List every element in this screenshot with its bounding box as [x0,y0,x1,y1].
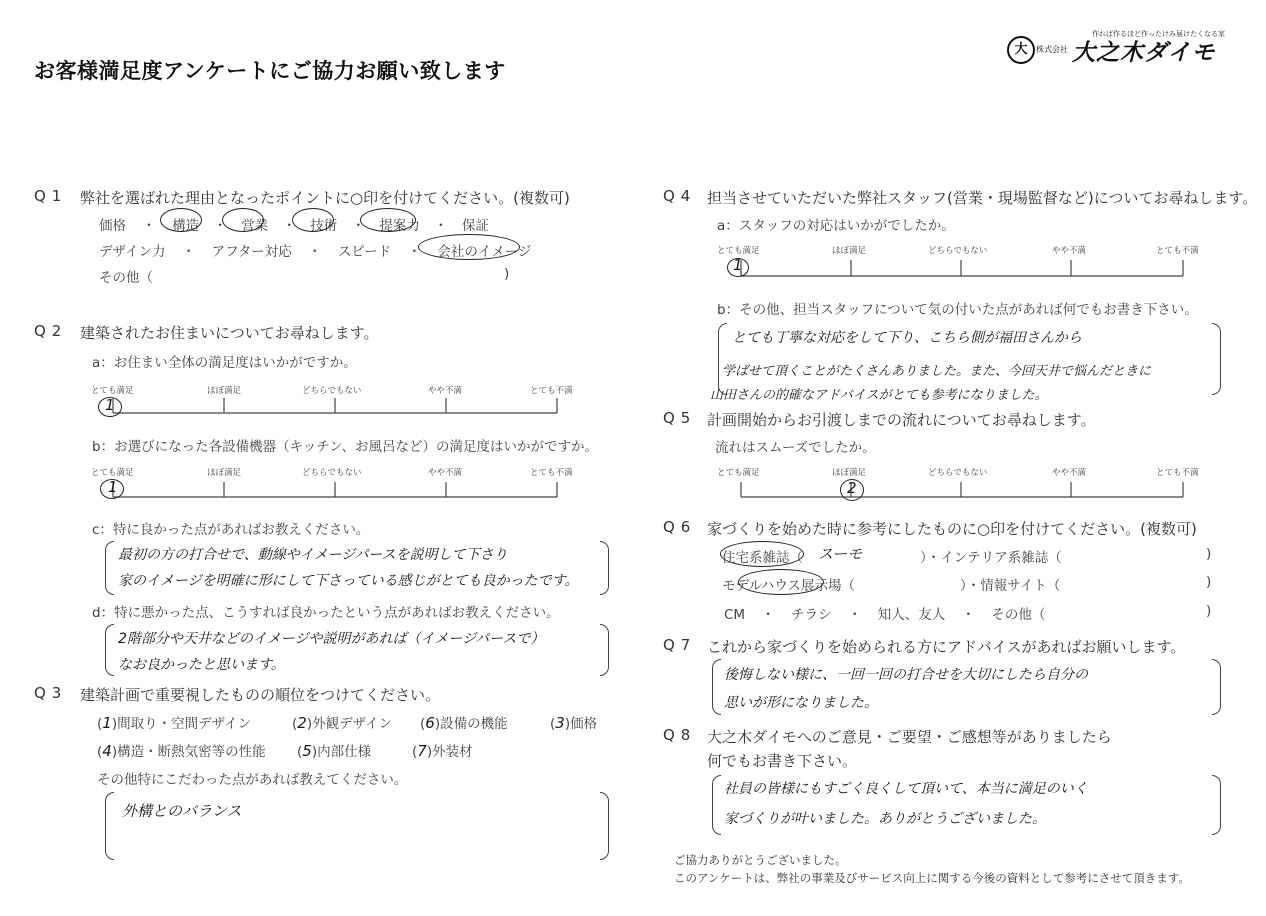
q6-housing-mag-answer: スーモ [818,545,863,563]
q6-row3: CM ・ チラシ ・ 知人、友人 ・ その他（ [724,607,1046,623]
q1-other-close: ) [504,266,510,282]
q3-bracket-right [600,792,609,860]
q3-item-price: (3)価格 [550,714,598,732]
q1-opt-aftercare[interactable]: アフター対応 [211,244,292,260]
q7-question: これから家づくりを始められる方にアドバイスがあればお願いします。 [707,638,1186,656]
q1-opt-sales[interactable]: 営業 [241,218,269,234]
q7-answer-2: 思いが形になりました。 [724,695,878,711]
q6-circle-model-house [738,569,824,595]
q6-close-1: ) [1206,546,1212,562]
q3-other-question: その他特にこだわった点があれば教えてください。 [97,772,408,788]
q2a-mark: 1 [105,396,115,414]
q6-info-site[interactable]: ）・情報サイト（ [960,578,1061,594]
q1-opt-warranty[interactable]: 保証 [461,218,489,234]
q3-item-cladding: (7)外装材 [412,742,473,760]
q6-opt-friends[interactable]: 知人、友人 [877,607,946,623]
q8-answer-2: 家づくりが叶いました。ありがとうございました。 [724,811,1046,827]
q1-opt-technology[interactable]: 技術 [310,218,338,234]
q4-number: Q4 [663,187,697,205]
q1-circle-sales [222,208,264,232]
q6-question: 家づくりを始めた時に参考にしたものに○印を付けてください。(複数可) [707,520,1197,538]
q1-opt-price[interactable]: 価格 [99,218,126,234]
q2-question: 建築されたお住まいについてお尋ねします。 [80,324,379,342]
q1-circle-technology [292,208,334,232]
q2a-question: a：お住まい全体の満足度はいかがですか。 [92,355,357,371]
q2d-answer-1: 2階部分や天井などのイメージや説明があれば（イメージパースで） [118,631,545,647]
q3-item-equipment: (6)設備の機能 [420,714,508,732]
q8-question-1: 大之木ダイモへのご意見・ご要望・ご感想等がありましたら [707,728,1112,746]
q1-opt-company-image[interactable]: 会社のイメージ [437,244,532,260]
q1-row1: 価格 ・ 構造 ・ 営業 ・ 技術 ・ 提案力 ・ 保証 [99,218,489,234]
q2b-mark-circle [100,479,124,499]
q3-item-layout: (1)間取り・空間デザイン [97,714,252,732]
q1-circle-proposal [360,208,416,232]
q2b-mark: 1 [108,478,118,496]
logo-mark-icon: 大 [1007,36,1035,64]
q2-number: Q2 [34,322,68,340]
q2d-bracket-left [105,624,114,676]
q4b-question: b：その他、担当スタッフについて気の付いた点があれば何でもお書き下さい。 [717,302,1198,318]
q4b-answer-3: 山田さんの的確なアドバイスがとても参考になりました。 [710,388,1048,403]
q5-question: 計画開始からお引渡しまでの流れについてお尋ねします。 [707,411,1096,429]
q6-close-2: ) [1206,574,1212,590]
footer-thanks: ご協力ありがとうございました。 [674,853,847,867]
q3-question: 建築計画で重要視したものの順位をつけてください。 [80,686,441,704]
q6-model-house[interactable]: モデルハウス展示場（ [722,578,855,594]
q5-mark-circle [840,479,864,501]
q1-opt-speed[interactable]: スピード [337,244,392,260]
q6-number: Q6 [663,518,697,536]
q2a-mark-circle [98,397,122,417]
footer-note: このアンケートは、弊社の事業及びサービス向上に関する今後の資料として参考にさせて頂きます。 [674,871,1190,885]
q1-opt-structure[interactable]: 構造 [172,218,200,234]
logo-company-type: 株式会社 [1036,45,1068,54]
q2c-question: c：特に良かった点があればお教えください。 [92,522,370,538]
q7-bracket-left [712,659,721,715]
q2c-bracket-right [600,541,609,595]
q7-number: Q7 [663,636,697,654]
q1-question: 弊社を選ばれた理由となったポイントに○印を付けてください。(複数可) [80,189,570,207]
q6-opt-other[interactable]: その他（ [991,607,1046,623]
q4a-mark-circle [727,258,749,277]
logo-name: 大之木ダイモ [1072,40,1216,66]
q5-sub: 流れはスムーズでしたか。 [715,440,876,456]
q1-other-label: その他（ [99,270,153,286]
q6-interior-mag[interactable]: ）・インテリア系雑誌（ [920,550,1062,566]
q3-other-answer: 外構とのバランス [122,802,242,820]
q2d-answer-2: なお良かったと思います。 [118,657,285,673]
q4a-mark: 1 [733,256,743,274]
q6-circle-housing-mag [720,541,804,567]
q1-row2: デザイン力 ・ アフター対応 ・ スピード ・ 会社のイメージ [99,244,532,260]
q3-item-interior: (5)内部仕様 [297,742,372,760]
q3-item-performance: (4)構造・断熱気密等の性能 [97,742,266,760]
q4b-answer-2: 学ばせて頂くことがたくさんありました。また、今回天井で悩んだときに [722,364,1152,379]
q3-number: Q3 [34,684,68,702]
q6-opt-cm[interactable]: CM [724,607,746,623]
q2d-bracket-right [600,624,609,676]
q2b-question: b：お選びになった各設備機器（キッチン、お風呂など）の満足度はいかがですか。 [92,439,599,455]
q5-mark: 2 [847,479,857,497]
q7-answer-1: 後悔しない様に、一回一回の打合せを大切にしたら自分の [724,667,1088,683]
q2c-answer-2: 家のイメージを明確に形にして下さっている感じがとても良かったです。 [118,573,579,589]
q4a-question: a：スタッフの対応はいかがでしたか。 [717,218,955,234]
q8-bracket-left [712,775,721,835]
q5-number: Q5 [663,409,697,427]
q1-opt-proposal[interactable]: 提案力 [379,218,420,234]
q2d-question: d：特に悪かった点、こうすれば良かったという点があればお教えください。 [92,605,560,621]
q6-close-3: ) [1206,603,1212,619]
q2c-bracket-left [105,541,114,595]
q6-housing-mag[interactable]: 住宅系雑誌（ [722,550,803,566]
q1-opt-design[interactable]: デザイン力 [99,244,166,260]
q3-item-exterior: (2)外観デザイン [292,714,393,732]
logo-tagline: 作れば作るほど作ったけみ届けたくなる家 [1092,30,1225,38]
q2c-answer-1: 最初の方の打合せで、動線やイメージパースを説明して下さり [118,547,508,563]
q1-circle-company-image [418,234,520,260]
page-title: お客様満足度アンケートにご協力お願い致します [34,59,506,83]
q1-circle-structure [160,208,202,232]
q4-question: 担当させていただいた弊社スタッフ(営業・現場監督など)についてお尋ねします。 [707,189,1258,207]
q7-bracket-right [1212,659,1221,715]
q8-question-2: 何でもお書き下さい。 [707,752,858,770]
q8-number: Q8 [663,726,697,744]
q3-bracket-left [105,792,114,860]
q4b-bracket-right [1212,323,1221,395]
q4b-answer-1: とても丁寧な対応をして下り、こちら側が福田さんから [732,330,1082,346]
q8-bracket-right [1212,775,1221,835]
q6-opt-flyer[interactable]: チラシ [791,607,832,623]
q1-number: Q1 [34,187,68,205]
q8-answer-1: 社員の皆様にもすごく良くして頂いて、本当に満足のいく [724,781,1088,797]
